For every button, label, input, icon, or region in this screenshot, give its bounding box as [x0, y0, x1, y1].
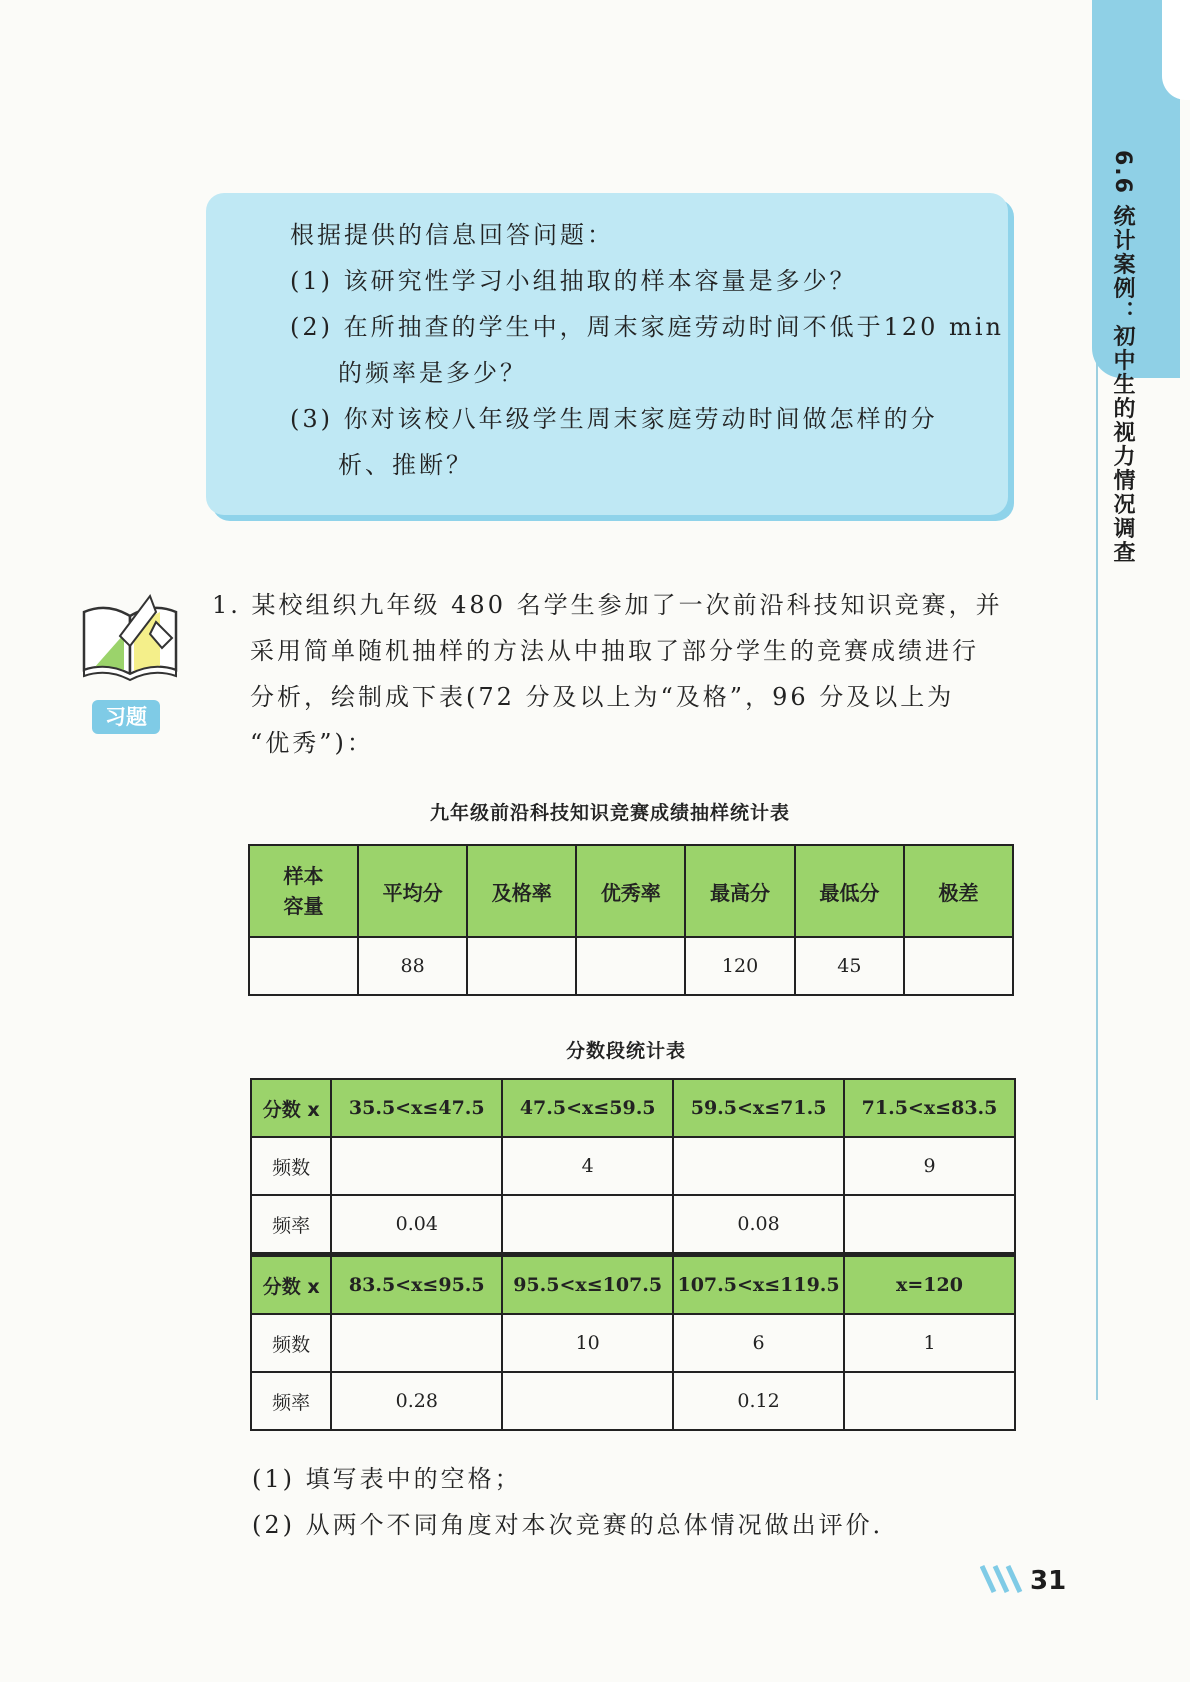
- value-range: [904, 937, 1013, 995]
- range-cell: 71.5<x≤83.5: [844, 1079, 1015, 1137]
- value-min: 45: [795, 937, 904, 995]
- discussion-intro: 根据提供的信息回答问题：: [290, 221, 614, 249]
- value-max: 120: [685, 937, 794, 995]
- discussion-question-2: (2) 在所抽查的学生中，周末家庭劳动时间不低于120 min: [290, 313, 1004, 341]
- value-excellent-rate: [576, 937, 685, 995]
- rate-cell: [844, 1372, 1015, 1430]
- frequency-cell: 1: [844, 1314, 1015, 1372]
- rate-cell: 0.08: [673, 1195, 844, 1255]
- discussion-question-3-cont: 析、推断？: [338, 451, 473, 479]
- range-cell: 95.5<x≤107.5: [502, 1255, 673, 1315]
- discussion-question-1: (1) 该研究性学习小组抽取的样本容量是多少？: [290, 267, 857, 295]
- section-header: 6.6 统计案例：初中生的视力情况调查: [1110, 150, 1135, 565]
- header-min: 最低分: [795, 845, 904, 937]
- row-label-score: 分数 x: [251, 1079, 331, 1137]
- frequency-cell: [331, 1137, 502, 1195]
- subquestion-2: (2) 从两个不同角度对本次竞赛的总体情况做出评价．: [252, 1511, 900, 1539]
- page-number: 31: [1030, 1566, 1067, 1596]
- row-label-frequency: 频数: [251, 1314, 331, 1372]
- score-range-table: [250, 1078, 1016, 1431]
- rate-cell: 0.28: [331, 1372, 502, 1430]
- rate-cell: [844, 1195, 1015, 1255]
- range-cell: x=120: [844, 1255, 1015, 1315]
- header-sample-size: 样本 容量: [249, 845, 358, 937]
- problem-line-2: 采用简单随机抽样的方法从中抽取了部分学生的竞赛成绩进行: [250, 637, 979, 665]
- discussion-question-2-cont: 的频率是多少？: [338, 359, 527, 387]
- problem-line-3: 分析，绘制成下表(72 分及以上为“及格”，96 分及以上为: [250, 683, 955, 711]
- range-cell: 107.5<x≤119.5: [673, 1255, 844, 1315]
- rate-cell: [502, 1195, 673, 1255]
- discussion-question-3: (3) 你对该校八年级学生周末家庭劳动时间做怎样的分: [290, 405, 938, 433]
- sample-stats-table: [248, 844, 1014, 996]
- section-tab-notch: [1162, 0, 1190, 100]
- header-pass-rate: 及格率: [467, 845, 576, 937]
- frequency-cell: 10: [502, 1314, 673, 1372]
- header-mean: 平均分: [358, 845, 467, 937]
- frequency-cell: 4: [502, 1137, 673, 1195]
- rate-cell: 0.04: [331, 1195, 502, 1255]
- problem-line-4: “优秀”)：: [250, 729, 374, 757]
- page-number-stripes-icon: [980, 1564, 1026, 1594]
- header-excellent-rate: 优秀率: [576, 845, 685, 937]
- open-book-icon: [80, 582, 180, 682]
- row-label-rate: 频率: [251, 1195, 331, 1255]
- header-max: 最高分: [685, 845, 794, 937]
- frequency-cell: 9: [844, 1137, 1015, 1195]
- row-label-rate: 频率: [251, 1372, 331, 1430]
- rate-cell: [502, 1372, 673, 1430]
- range-cell: 83.5<x≤95.5: [331, 1255, 502, 1315]
- problem-line-1: 1. 某校组织九年级 480 名学生参加了一次前沿科技知识竞赛，并: [212, 591, 1003, 619]
- frequency-cell: [331, 1314, 502, 1372]
- value-mean: 88: [358, 937, 467, 995]
- rate-cell: 0.12: [673, 1372, 844, 1430]
- row-label-score: 分数 x: [251, 1255, 331, 1315]
- frequency-cell: [673, 1137, 844, 1195]
- range-cell: 35.5<x≤47.5: [331, 1079, 502, 1137]
- exercise-badge: 习题: [92, 700, 160, 734]
- row-label-frequency: 频数: [251, 1137, 331, 1195]
- subquestion-1: (1) 填写表中的空格；: [252, 1465, 522, 1493]
- header-range: 极差: [904, 845, 1013, 937]
- value-sample-size: [249, 937, 358, 995]
- range-cell: 59.5<x≤71.5: [673, 1079, 844, 1137]
- table1-title: 九年级前沿科技知识竞赛成绩抽样统计表: [430, 802, 791, 824]
- frequency-cell: 6: [673, 1314, 844, 1372]
- table2-title: 分数段统计表: [566, 1040, 687, 1062]
- value-pass-rate: [467, 937, 576, 995]
- range-cell: 47.5<x≤59.5: [502, 1079, 673, 1137]
